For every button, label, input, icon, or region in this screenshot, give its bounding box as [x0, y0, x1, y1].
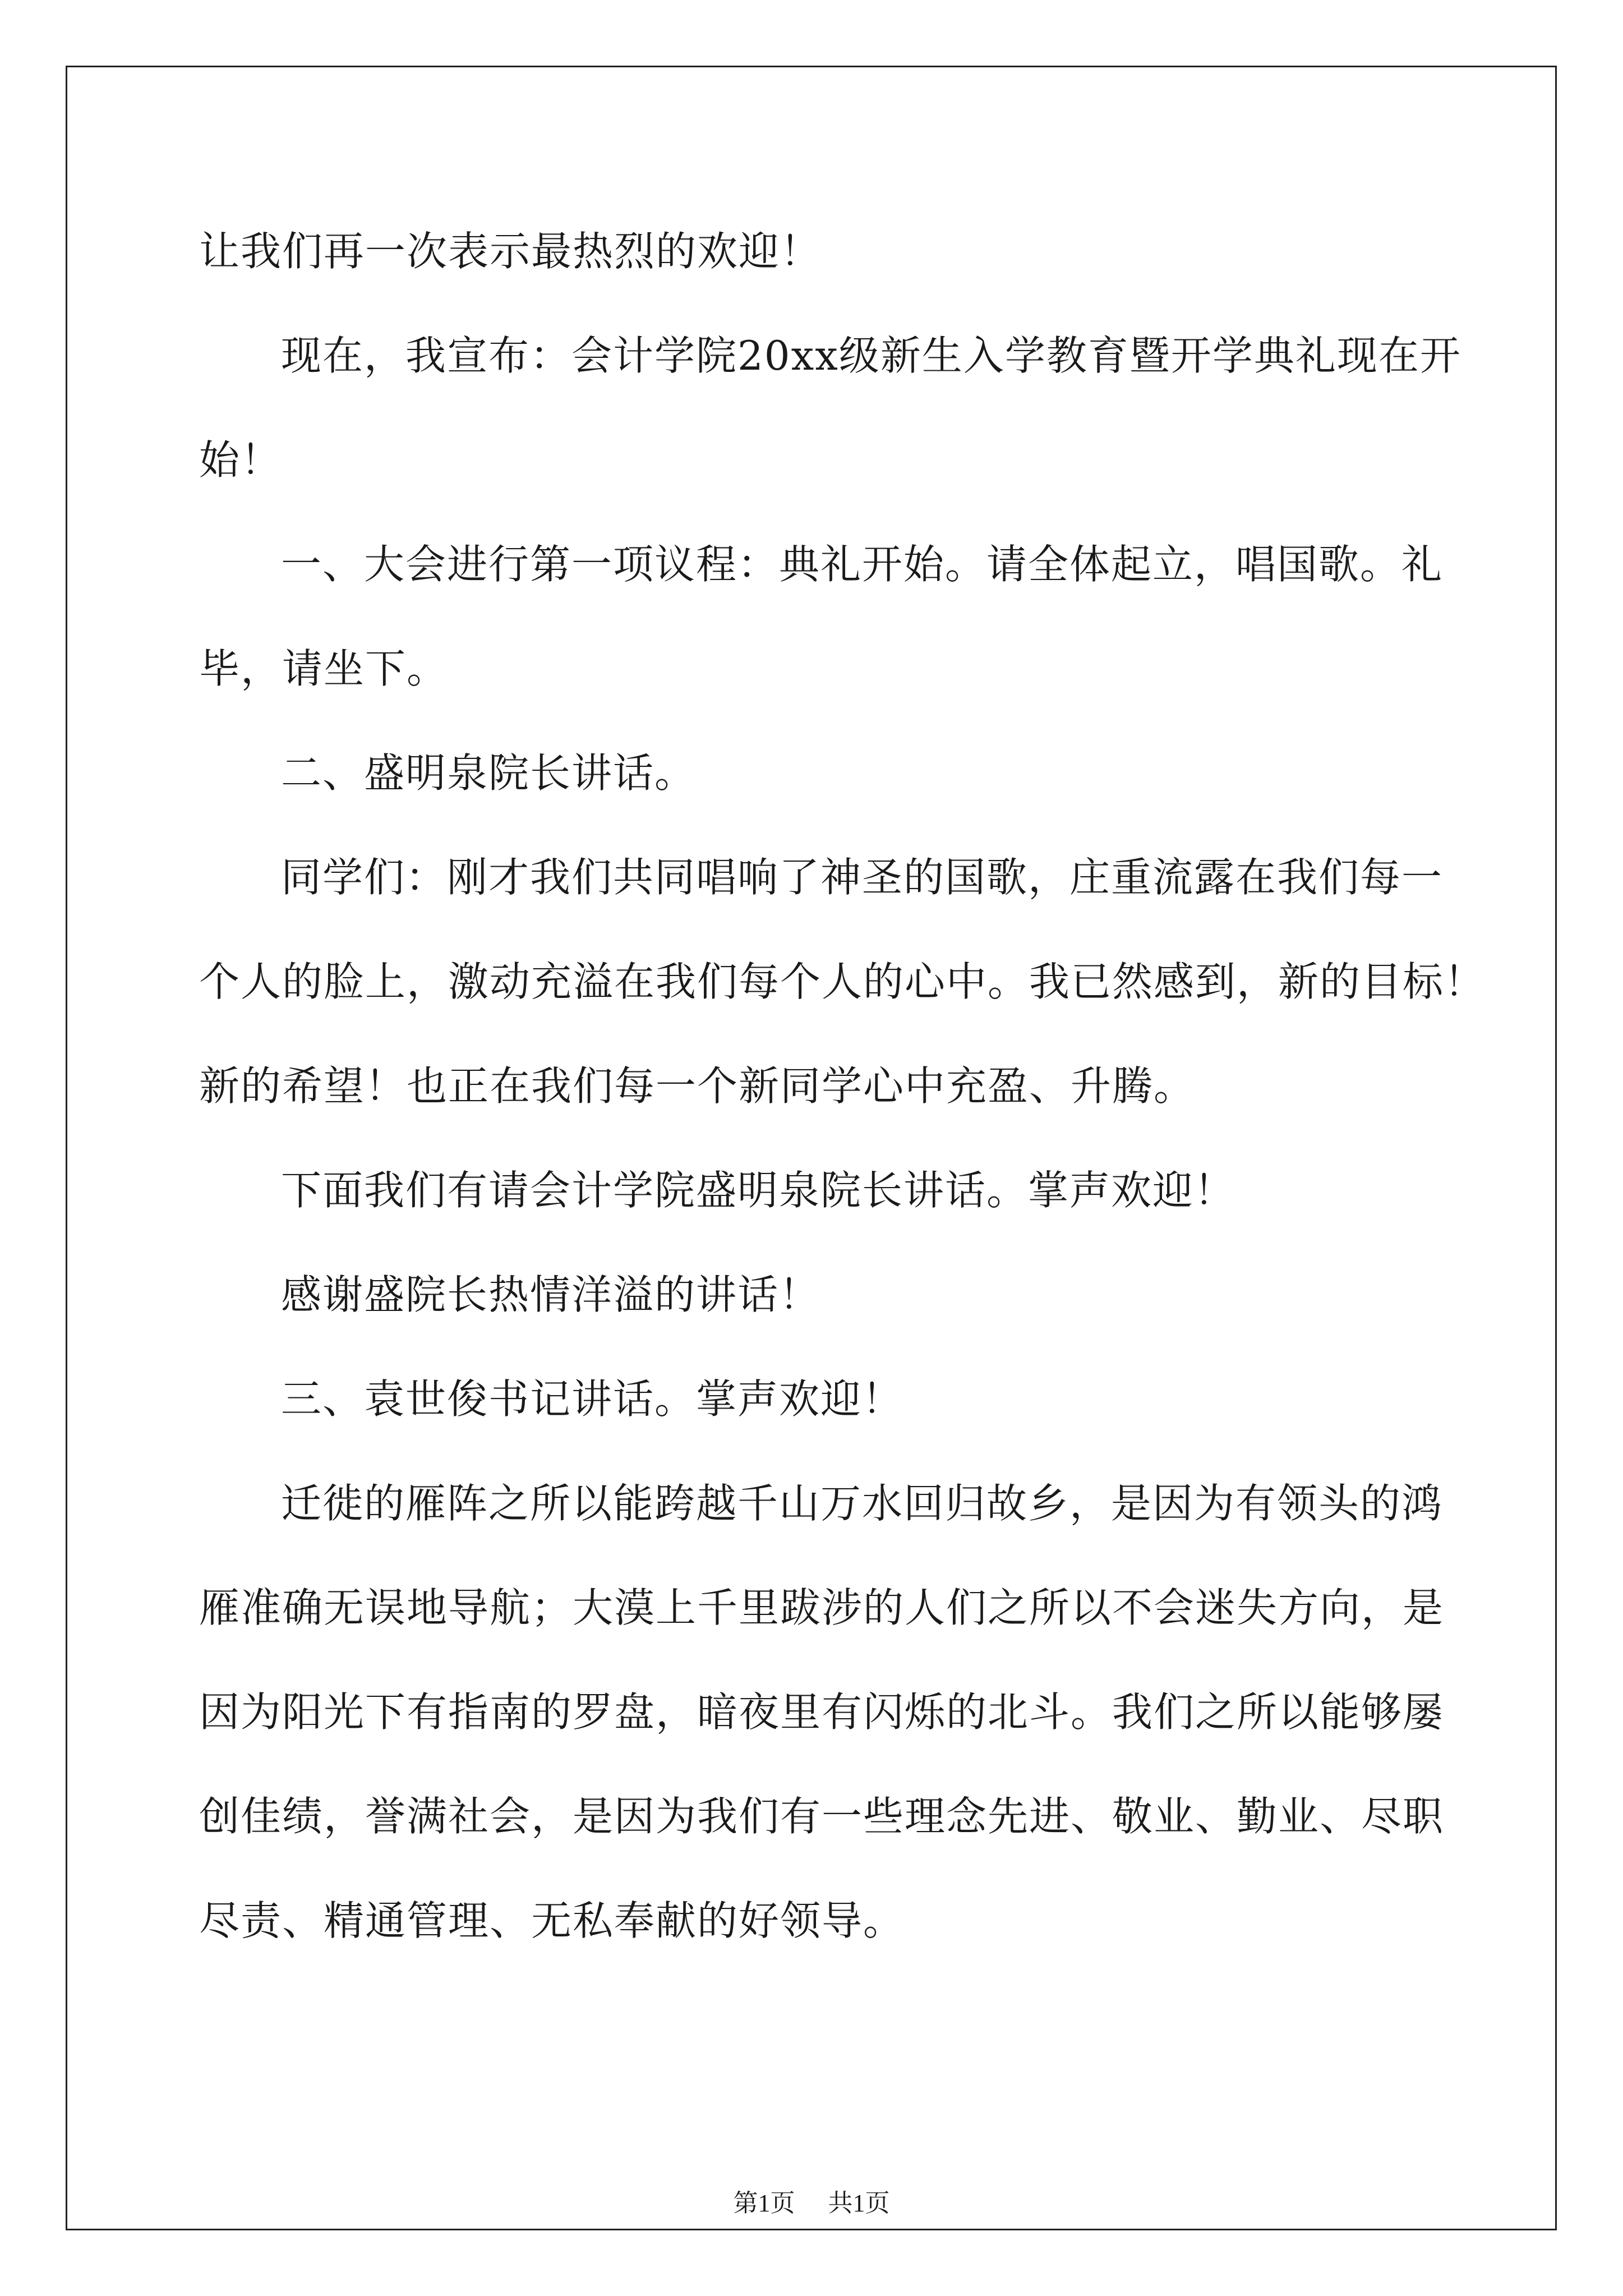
text-line: 因为阳光下有指南的罗盘，暗夜里有闪烁的北斗。我们之所以能够屡 — [199, 1688, 1445, 1736]
text-line: 感谢盛院长热情洋溢的讲话！ — [281, 1271, 821, 1318]
page-number-total: 共1页 — [828, 2189, 890, 2217]
text-line: 个人的脸上，激动充溢在我们每个人的心中。我已然感到，新的目标！ — [199, 958, 1486, 1005]
text-line: 迁徙的雁阵之所以能跨越千山万水回归故乡，是因为有领头的鸿 — [281, 1480, 1444, 1527]
page-footer — [0, 2187, 1623, 2220]
document-body — [199, 199, 1486, 1973]
text-line: 三、袁世俊书记讲话。掌声欢迎！ — [281, 1375, 904, 1423]
text-line: 毕，请坐下。 — [199, 645, 449, 692]
text-line: 现在，我宣布：会计学院20xx级新生入学教育暨开学典礼现在开 — [281, 332, 1461, 379]
text-line: 始！ — [199, 436, 283, 484]
text-line: 尽责、精通管理、无私奉献的好领导。 — [199, 1897, 905, 1944]
text-line: 新的希望！也正在我们每一个新同学心中充盈、升腾。 — [199, 1062, 1196, 1110]
text-line: 二、盛明泉院长讲话。 — [281, 749, 697, 797]
text-line: 同学们：刚才我们共同唱响了神圣的国歌，庄重流露在我们每一 — [281, 854, 1444, 901]
text-line: 雁准确无误地导航；大漠上千里跋涉的人们之所以不会迷失方向，是 — [199, 1584, 1445, 1631]
text-line: 让我们再一次表示最热烈的欢迎！ — [199, 228, 822, 275]
text-line: 下面我们有请会计学院盛明泉院长讲话。掌声欢迎！ — [281, 1167, 1236, 1214]
page-number-current: 第1页 — [733, 2189, 795, 2217]
text-line: 创佳绩，誉满社会，是因为我们有一些理念先进、敬业、勤业、尽职 — [199, 1793, 1445, 1840]
text-line: 一、大会进行第一项议程：典礼开始。请全体起立，唱国歌。礼 — [281, 541, 1444, 588]
